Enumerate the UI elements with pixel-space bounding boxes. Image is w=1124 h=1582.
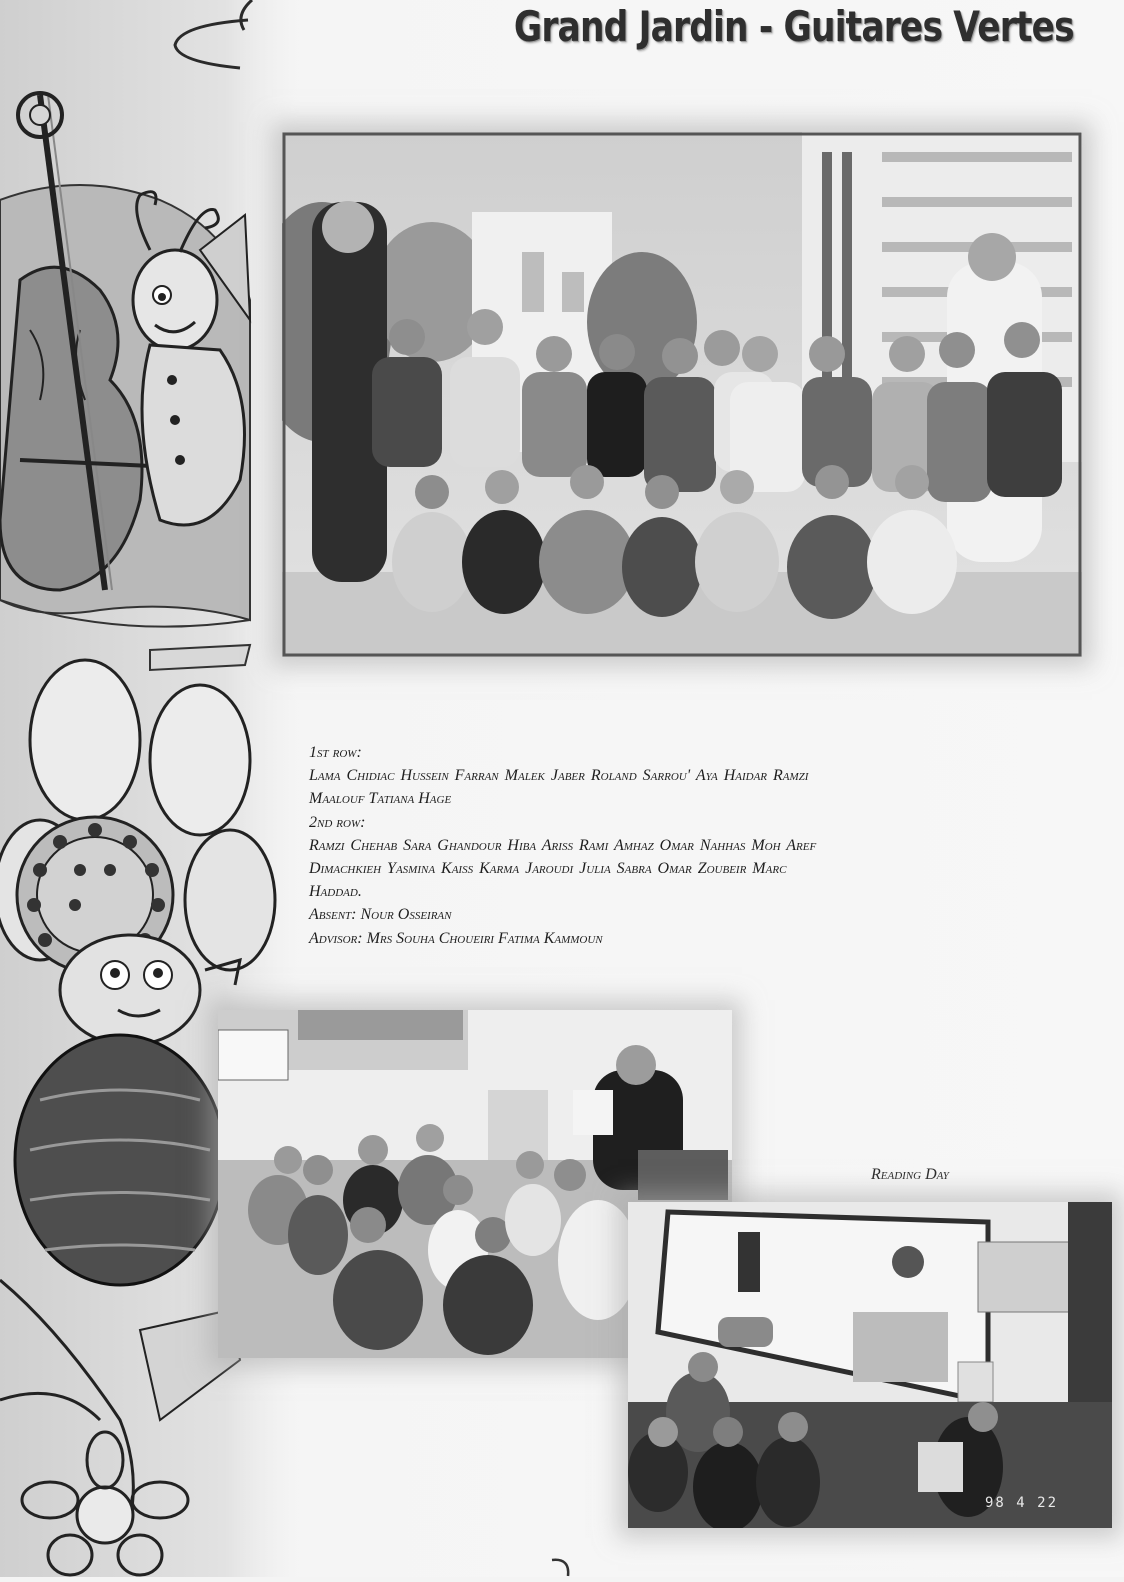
- reading-day-label: Reading Day: [871, 1166, 949, 1183]
- photo-date-stamp: 98 4 22: [985, 1495, 1059, 1511]
- caption-line-names-4: Dimachkieh Yasmina Kaiss Karma Jaroudi Julia Sabra Omar Zoubeir Marc: [309, 860, 787, 878]
- caption-line-absent: Absent: Nour Osseiran: [309, 906, 452, 924]
- page-title: Grand Jardin - Guitares Vertes: [514, 2, 1074, 51]
- caption-line-first-row-label: 1st row:: [309, 744, 362, 761]
- caption-line-names-1: Lama Chidiac Hussein Farran Malek Jaber Roland Sarrou' Aya Haidar Ramzi: [309, 767, 809, 785]
- caption-line-second-row-label: 2nd row:: [309, 813, 366, 831]
- caption-line-advisor: Advisor: Mrs Souha Choueiri Fatima Kammoun: [309, 929, 603, 947]
- class-group-photo: [282, 132, 1082, 657]
- reading-corner-photo: [628, 1202, 1112, 1528]
- caption-line-names-5: Haddad.: [309, 883, 362, 901]
- page-corner-mark-icon: [548, 1556, 578, 1577]
- caption-line-names-2: Maalouf Tatiana Hage: [309, 790, 452, 808]
- class-caption: [309, 741, 1069, 950]
- caption-line-names-3: Ramzi Chehab Sara Ghandour Hiba Ariss Rami Amhaz Omar Nahhas Moh Aref: [309, 836, 817, 854]
